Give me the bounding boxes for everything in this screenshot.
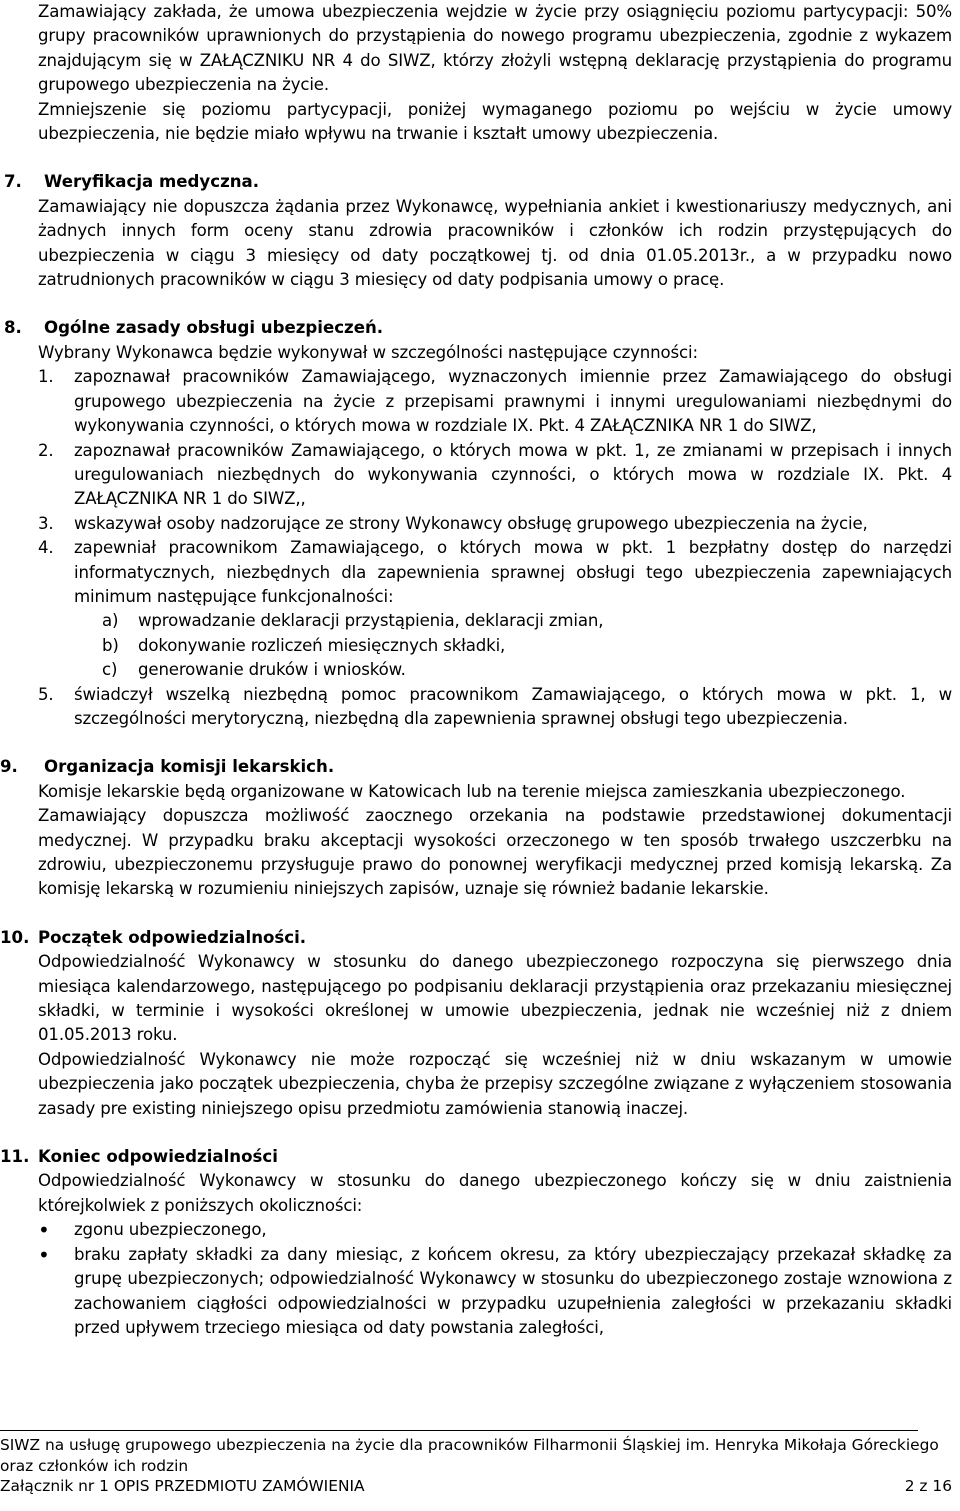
section-9 — [0, 755, 952, 901]
sub-list-item — [102, 658, 952, 682]
section-title: Początek odpowiedzialności. — [38, 927, 307, 947]
section-8-heading — [0, 316, 952, 340]
sub-item-letter: a) — [102, 611, 119, 631]
section-title: Koniec odpowiedzialności — [38, 1147, 278, 1167]
section-number: 10. — [0, 927, 30, 947]
section-7 — [0, 170, 952, 292]
section-9-paragraph-1: Komisje lekarskie będą organizowane w Katowicach lub na terenie miejsca zamieszkania ubezpieczonego. — [38, 781, 906, 801]
list-item — [38, 365, 952, 438]
list-item — [38, 512, 952, 536]
section-9-heading — [0, 755, 952, 779]
sub-item-letter: b) — [102, 635, 119, 655]
item-number: 5. — [38, 684, 54, 704]
item-number: 4. — [38, 538, 54, 558]
section-title: Ogólne zasady obsługi ubezpieczeń. — [44, 318, 384, 338]
item-text: wskazywał osoby nadzorujące ze strony Wykonawcy obsługę grupowego ubezpieczenia na życie, — [74, 513, 868, 533]
section-10 — [0, 926, 952, 1121]
sub-list-item — [102, 609, 952, 633]
list-item — [38, 683, 952, 732]
section-number: 7. — [4, 172, 22, 192]
list-item — [38, 536, 952, 609]
intro-paragraph-2: Zmniejszenie się poziomu partycypacji, poniżej wymaganego poziomu po wejściu w życie umowy ubezpieczenia, nie będzie miało wpływu na trwanie i kształt umowy ubezpieczenia. — [38, 99, 952, 144]
item-number: 2. — [38, 440, 54, 460]
bullet-icon: • — [38, 1218, 50, 1243]
intro-paragraph-1: Zamawiający zakłada, że umowa ubezpieczenia wejdzie w życie przy osiągnięciu poziomu partycypacji: 50% grupy pracowników uprawnionych do przystąpienia do nowego programu ubezpieczenia, zgodnie z wykazem znajdującym się w ZAŁĄCZNIKU NR 4 do SIWZ, którzy złożyli wstępną deklarację przystąpienia do programu grupowego ubezpieczenia na życie. — [38, 2, 952, 95]
section-number: 8. — [4, 318, 22, 338]
intro-section — [0, 0, 952, 146]
list-item — [38, 439, 952, 512]
footer-bottom-row — [0, 1476, 952, 1497]
item-text: świadczył wszelką niezbędną pomoc pracownikom Zamawiającego, o których mowa w pkt. 1, w szczególności merytoryczną, niezbędną dla zapewnienia sprawnej obsługi tego ubezpieczenia. — [74, 684, 952, 728]
section-number: 9. — [0, 757, 18, 777]
sub-item-text: wprowadzanie deklaracji przystąpienia, deklaracji zmian, — [138, 611, 604, 631]
page-footer — [0, 1430, 952, 1497]
footer-attachment: Załącznik nr 1 OPIS PRZEDMIOTU ZAMÓWIENIA — [0, 1477, 365, 1495]
sub-item-text: generowanie druków i wniosków. — [138, 660, 406, 680]
item-number: 1. — [38, 367, 54, 387]
section-10-paragraph-2: Odpowiedzialność Wykonawcy nie może rozpocząć się wcześniej niż w dniu wskazanym w umowie ubezpieczenia jako początek ubezpieczenia, chyba że przepisy szczególne związane z wyłączeniem stosowania zasady pre existing niniejszego opisu przedmiotu zamówienia stanowią inaczej. — [38, 1049, 952, 1118]
section-7-body: Zamawiający nie dopuszcza żądania przez Wykonawcę, wypełniania ankiet i kwestionariuszy medycznych, ani żadnych innych form oceny stanu zdrowia pracowników i członków ich rodzin przystępujących do ubezpieczenia w ciągu 3 miesięcy od daty początkowej tj. od dnia 01.05.2013r., a w przypadku nowo zatrudnionych pracowników w ciągu 3 miesięcy od daty podpisania umowy o pracę. — [38, 196, 952, 290]
task-list — [38, 365, 952, 731]
section-7-heading — [0, 170, 952, 194]
item-text: zapoznawał pracowników Zamawiającego, wyznaczonych imiennie przez Zamawiającego do obsługi grupowego ubezpieczenia na życie z przepisami prawnymi i innymi uregulowaniami niezbędnymi do wykonywania czynności, o których mowa w rozdziale IX. Pkt. 4 ZAŁĄCZNIKA NR 1 do SIWZ, — [74, 367, 952, 436]
bullet-item — [38, 1243, 952, 1341]
section-9-paragraph-2: Zamawiający dopuszcza możliwość zaocznego orzekania na podstawie przedstawionej dokumentacji medycznej. W przypadku braku akceptacji wysokości orzeczonego w ten sposób trwałego uszczerbku na zdrowiu, ubezpieczonemu przysługuje prawo do ponownej weryfikacji medycznej przed komisją lekarską. Za komisję lekarską w rozumieniu niniejszych zapisów, uznaje się również badanie lekarskie. — [38, 806, 952, 899]
item-number: 3. — [38, 513, 54, 533]
bullet-list — [0, 1218, 952, 1340]
page-number: 2 z 16 — [904, 1477, 952, 1495]
section-10-paragraph-1: Odpowiedzialność Wykonawcy w stosunku do danego ubezpieczonego rozpoczyna się pierwszego dnia miesiąca kalendarzowego, następującego po podpisaniu deklaracji przystąpienia oraz przekazaniu miesięcznej składki, w terminie i wysokości określonej w umowie ubezpieczenia, jednak nie wcześniej niż z dniem 01.05.2013 roku. — [38, 952, 952, 1045]
bullet-text: zgonu ubezpieczonego, — [74, 1220, 267, 1240]
section-11-lead: Odpowiedzialność Wykonawcy w stosunku do danego ubezpieczonego kończy się w dniu zaistnienia którejkolwiek z poniższych okoliczności: — [38, 1171, 952, 1215]
section-8 — [0, 316, 952, 731]
footer-divider — [0, 1430, 918, 1431]
bullet-text: braku zapłaty składki za dany miesiąc, z końcem okresu, za który ubezpieczający przekazał składkę za grupę ubezpieczonych; odpowiedzialność Wykonawcy w stosunku do ubezpieczonego zostaje wznowiona z zachowaniem ciągłości odpowiedzialności w przypadku uzupełnienia zaległości w przekazaniu składki przed upływem trzeciego miesiąca od daty powstania zaległości, — [74, 1244, 952, 1337]
section-10-heading — [0, 926, 952, 950]
section-title: Organizacja komisji lekarskich. — [44, 757, 335, 777]
section-8-lead: Wybrany Wykonawca będzie wykonywał w szczególności następujące czynności: — [38, 342, 698, 362]
footer-title: SIWZ na usługę grupowego ubezpieczenia na życie dla pracowników Filharmonii Śląskiej im. Henryka Mikołaja Góreckiego oraz członków ich rodzin — [0, 1436, 939, 1475]
bullet-item — [38, 1218, 952, 1242]
bullet-icon: • — [38, 1242, 50, 1267]
sub-item-letter: c) — [102, 660, 118, 680]
sub-list-item — [102, 634, 952, 658]
item-text: zapewniał pracownikom Zamawiającego, o których mowa w pkt. 1 bezpłatny dostęp do narzędzi informatycznych, niezbędnych dla zapewnienia sprawnej obsługi tego ubezpieczenia zapewniających minimum następujące funkcjonalności: — [74, 538, 952, 606]
section-11 — [0, 1145, 952, 1340]
section-title: Weryfikacja medyczna. — [44, 172, 260, 192]
section-11-heading — [0, 1145, 952, 1169]
section-number: 11. — [0, 1147, 30, 1167]
sub-list — [38, 609, 952, 682]
sub-item-text: dokonywanie rozliczeń miesięcznych składki, — [138, 635, 506, 655]
item-text: zapoznawał pracowników Zamawiającego, o których mowa w pkt. 1, ze zmianami w przepisach i innych uregulowaniach niezbędnych do wykonywania czynności, o których mowa w rozdziale IX. Pkt. 4 ZAŁĄCZNIKA NR 1 do SIWZ,, — [74, 440, 952, 509]
